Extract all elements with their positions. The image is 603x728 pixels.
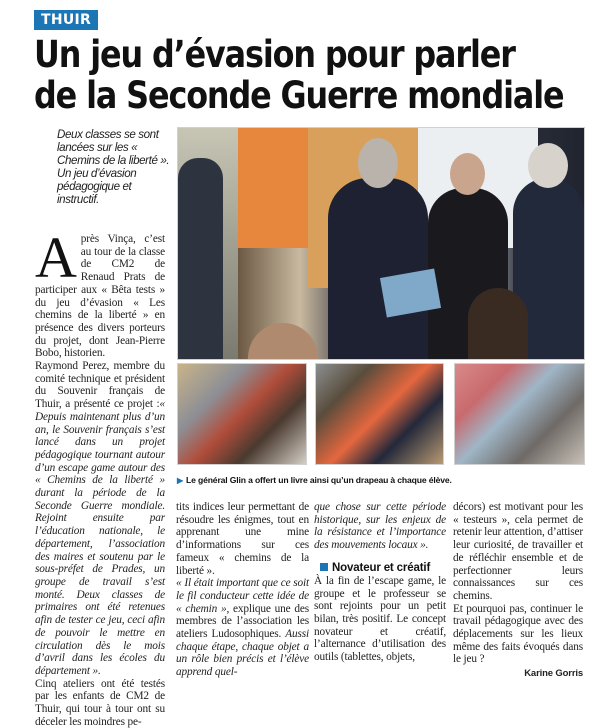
- quote-text: Aussi chaque étape, chaque objet a un rôle bien précis et l’élève apprend quel-: [176, 628, 309, 679]
- photo-head-right: [528, 143, 568, 188]
- drop-cap: A: [35, 225, 77, 290]
- photo-child: [468, 288, 528, 359]
- standfirst: Deux classes se sont lancées sur les « Chemins de la liberté ». Un jeu d’évasion pédagogique et instructif.: [57, 128, 170, 206]
- caption-marker-icon: ▶: [177, 476, 184, 485]
- body-column-3: [314, 501, 446, 664]
- paragraph: À la fin de l’escape game, le groupe et le professeur se sont rejoints pour un petit bilan, très positif. Le concept novateur et créatif, l’alternance d’utilisation des outils (tablettes, objets,: [314, 574, 446, 664]
- subheading-text: Novateur et créatif: [332, 561, 431, 574]
- paragraph: [35, 678, 165, 728]
- paragraph-text: , explique une des membres de l’association les ateliers Ludosophiques.: [176, 602, 309, 641]
- paragraph: que chose sur cette période historique, sur les enjeux de la résistance et l’importance des mouvements locaux ».: [314, 501, 446, 552]
- headline: [34, 33, 564, 117]
- paragraph: [176, 501, 309, 577]
- square-bullet-icon: [320, 563, 328, 571]
- photo-head-man: [450, 153, 485, 195]
- photo-child-head: [248, 323, 318, 359]
- photo-orange-board: [238, 128, 308, 248]
- photo-person-left: [178, 158, 223, 359]
- section-kicker: THUIR: [34, 10, 98, 30]
- workshop-photo-1: [177, 363, 307, 465]
- headline-line-1: Un jeu d’évasion pour parler: [34, 33, 515, 76]
- subheading: [320, 562, 446, 575]
- body-column-4: [453, 501, 583, 681]
- paragraph-text: Raymond Perez, membre du comité technique et président du Souvenir français de Thuir, a présenté ce projet :: [35, 360, 165, 411]
- headline-line-2: de la Seconde Guerre mondiale: [34, 74, 564, 117]
- paragraph: décors) est motivant pour les « testeurs », cela permet de retenir leur attention, d’attiser leur curiosité, de travailler et de réfléchir ensemble et de perfectionner leurs connaissances sur ces chemins.: [453, 501, 583, 602]
- body-column-2: [176, 501, 309, 679]
- caption-text: Le général Glin a offert un livre ainsi qu’un drapeau à chaque élève.: [186, 475, 452, 485]
- workshop-photo-2: [315, 363, 444, 465]
- paragraph: Et pourquoi pas, continuer le travail pédagogique avec des déplacements sur les lieux même des faits évoqués dans le jeu ?: [453, 602, 583, 666]
- paragraph-text: près Vinça, c’est au tour de la classe de CM2 de Renaud Prats de participer aux « Bêta tests » du jeu d’évasion « Les chemins de la liberté » en présence des divers porteurs du projet, dont Jean-Pierre Bobo, historien.: [35, 233, 165, 360]
- workshop-photo-3: [454, 363, 585, 465]
- quote-text: « Depuis maintenant plus d’un an, le Souvenir français s’est lancé dans un projet pédagogique tournant autour d’un escape game autour des « Chemins de la liberté » durant la période de la Seconde Guerre mondiale. Rejoint ensuite par l’éducation nationale, le département, l’association des maires et soutenu par le sous-préfet de Prades, un groupe de travail s’est monté. Deux classes de primaires ont été retenues afin de tester ce jeu, ceci afin de pouvoir le mettre en circulation dès le mois d’avril dans les écoles du département ».: [35, 398, 165, 677]
- paragraph: [35, 225, 165, 360]
- photo-head-general: [358, 138, 398, 188]
- author-signature: Karine Gorris: [524, 668, 583, 680]
- paragraph-text: tits indices leur permettant de résoudre les énigmes, tout en apprenant une mine d’informations sur ces fameux « chemins de la liberté ».: [176, 501, 309, 577]
- photo-person-suit: [328, 178, 428, 359]
- photo-caption: [177, 475, 597, 485]
- body-column-1: [35, 225, 165, 728]
- paragraph: [176, 577, 309, 679]
- paragraph-text: Cinq ateliers ont été testés par les enfants de CM2 de Thuir, qui tour à tour ont su déceler les moindres pe-: [35, 677, 165, 728]
- quote-text: « Il était important que ce soit le fil conducteur cette idée de « chemin »: [176, 577, 309, 615]
- main-photo: [177, 127, 585, 360]
- paragraph: [35, 360, 165, 678]
